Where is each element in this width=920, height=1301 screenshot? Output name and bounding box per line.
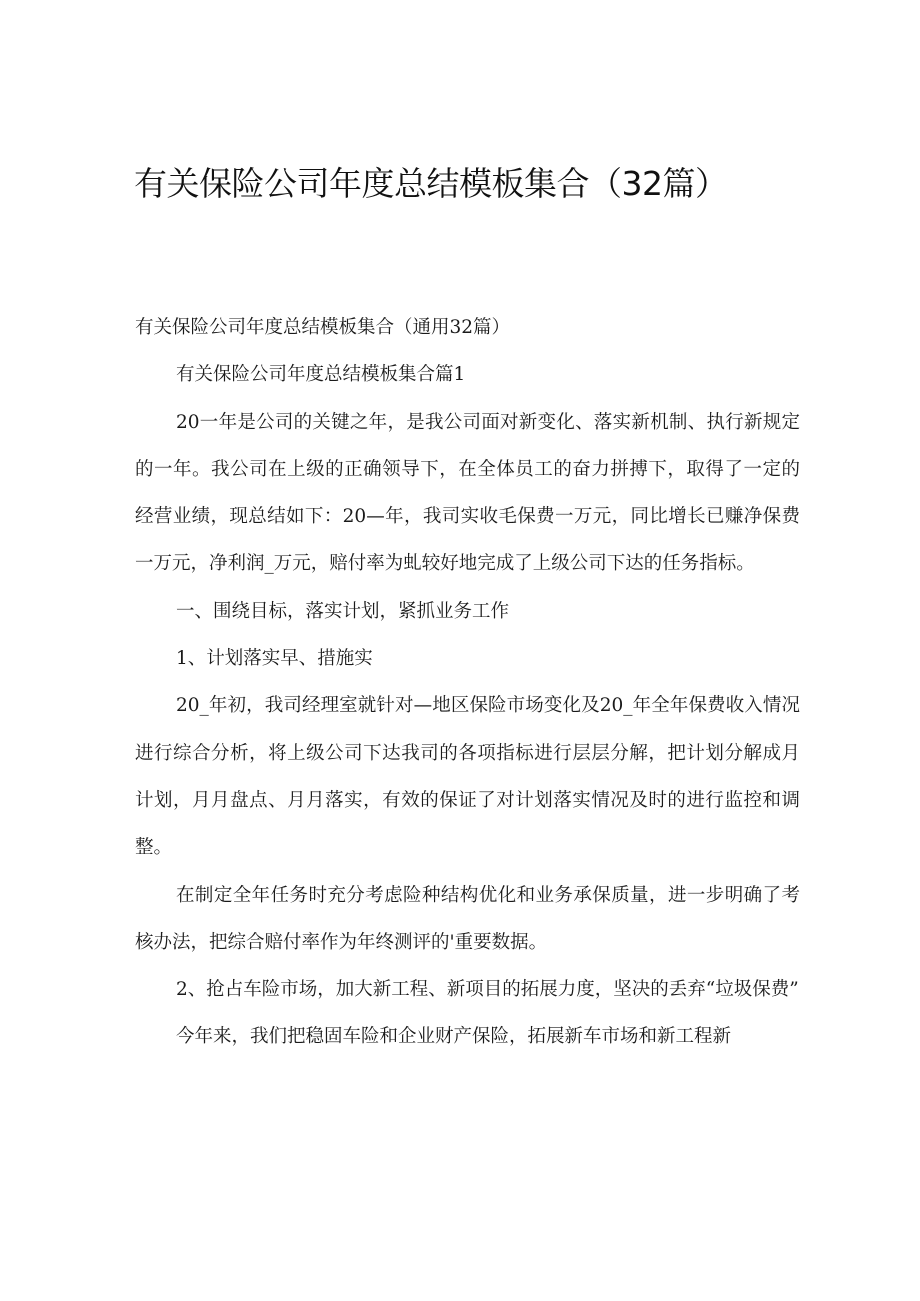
paragraph-subheading-2: 2、抢占车险市场，加大新工程、新项目的拓展力度，坚决的丢弃“垃圾保费” xyxy=(176,979,799,1001)
paragraph-subheading-1: 1、计划落实早、措施实 xyxy=(176,648,373,670)
paragraph-section-heading: 有关保险公司年度总结模板集合篇1 xyxy=(176,364,466,386)
paragraph-intro: 20一年是公司的关键之年，是我公司面对新变化、落实新机制、执行新规定的一年。我公司在上级的正确领导下，在全体员工的奋力拼搏下，取得了一定的经营业绩，现总结如下：20—年，我司实收毛保费一万元，同比增长已赚净保费一万元，净利润_万元，赔付率为虬较好地完成了上级公司下达的任务指标。 xyxy=(135,411,800,575)
document-title: 有关保险公司年度总结模板集合（32篇） xyxy=(134,164,728,203)
paragraph-subtitle: 有关保险公司年度总结模板集合（通用32篇） xyxy=(135,317,511,338)
paragraph-market: 今年来，我们把稳固车险和企业财产保险，拓展新车市场和新工程新 xyxy=(176,1026,732,1048)
document-body xyxy=(135,304,800,1061)
paragraph-assessment: 在制定全年任务时充分考虑险种结构优化和业务承保质量，进一步明确了考核办法，把综合赔付率作为年终测评的'重要数据。 xyxy=(135,884,800,953)
paragraph-plan: 20_年初，我司经理室就针对—地区保险市场变化及20_年全年保费收入情况进行综合分析，将上级公司下达我司的各项指标进行层层分解，把计划分解成月计划，月月盘点、月月落实，有效的保证了对计划落实情况及时的进行监控和调整。 xyxy=(135,695,800,859)
paragraph-heading-1: 一、围绕目标，落实计划，紧抓业务工作 xyxy=(176,600,510,622)
